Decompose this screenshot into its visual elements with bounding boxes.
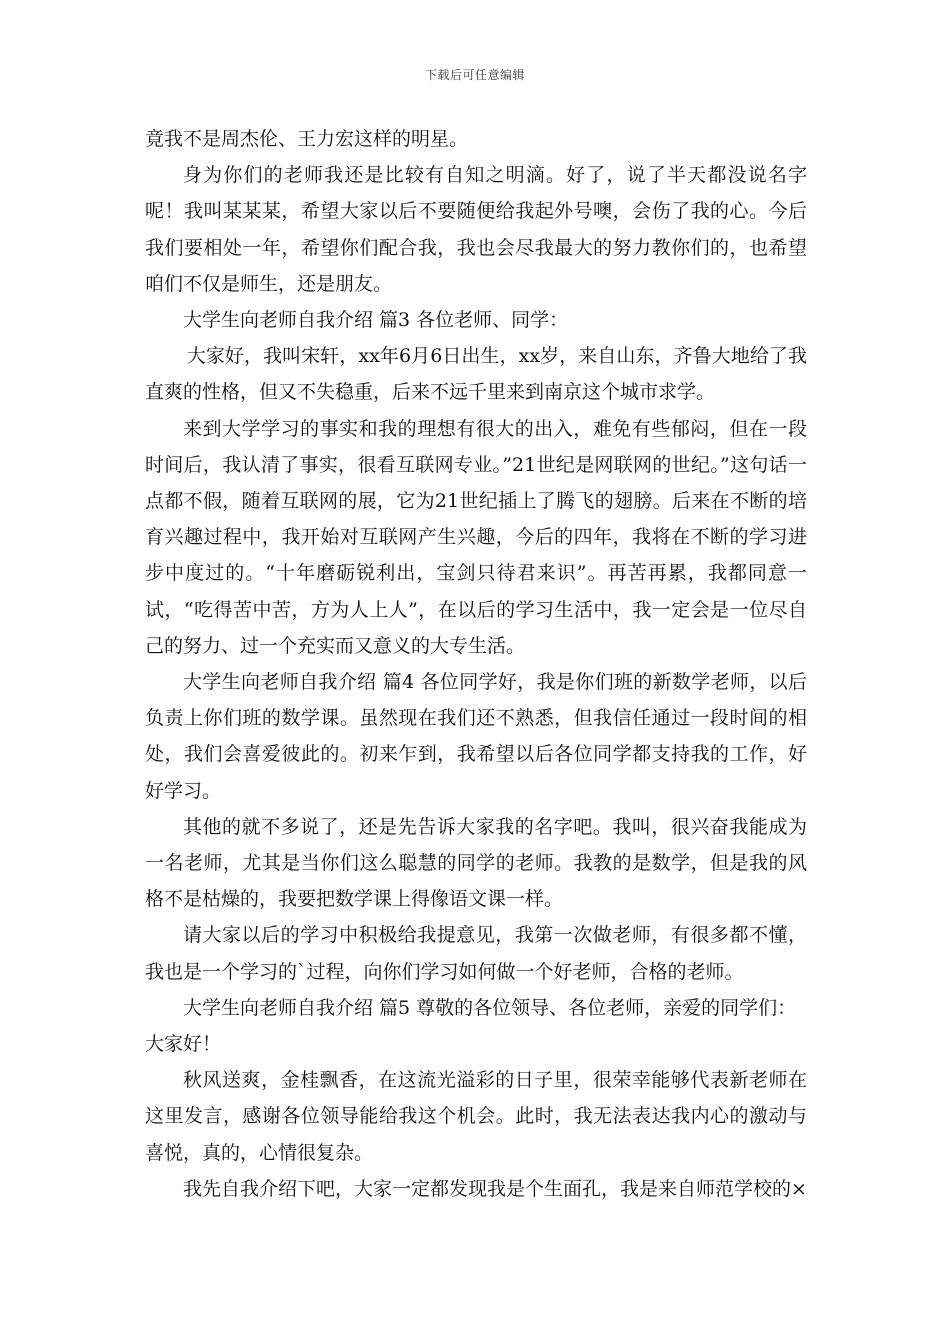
section-heading-5: 大学生向老师自我介绍 篇5 尊敬的各位领导、各位老师，亲爱的同学们： [183,996,797,1019]
paragraph: 身为你们的老师我还是比较有自知之明滴。好了，说了半天都没说名字呢！我叫某某某，希望大家以后不要随便给我起外号噢，会伤了我的心。今后我们要相处一年，希望你们配合我，我也会尽我最大的努力教你们的，也希望咱们不仅是师生，还是朋友。 [145,164,807,295]
paragraph: 秋风送爽，金桂飘香，在这流光溢彩的日子里，很荣幸能够代表新老师在这里发言，感谢各位领导能给我这个机会。此时，我无法表达我内心的激动与喜悦，真的，心情很复杂。 [145,1069,807,1164]
paragraph: 我先自我介绍下吧，大家一定都发现我是个生面孔，我是来自师范学校的× [183,1177,807,1200]
paragraph: 其他的就不多说了，还是先告诉大家我的名字吧。我叫，很兴奋我能成为一名老师，尤其是当你们这么聪慧的同学的老师。我教的是数学，但是我的风格不是枯燥的，我要把数学课上得像语文课一样。 [145,815,807,911]
paragraph: 来到大学学习的事实和我的理想有很大的出入，难免有些郁闷，但在一段时间后，我认清了事实，很看互联网专业。”21世纪是网联网的世纪。”这句话一点都不假，随着互联网的展，它为21世纪插上了腾飞的翅膀。后来在不断的培育兴趣过程中，我开始对互联网产生兴趣，今后的四年，我将在不断的学习进步中度过的。“十年磨砺锐利出，宝剑只待君来识”。再苦再累，我都同意一试，“吃得苦中苦，方为人上人”，在以后的学习生活中，我一定会是一位尽自己的努力、过一个充实而又意义的大专生活。 [145,417,807,657]
section-heading-4: 大学生向老师自我介绍 篇4 各位同学好，我是你们班的新数学老师，以后负责上你们班的数学课。虽然现在我们还不熟悉，但我信任通过一段时间的相处，我们会喜爱彼此的。初来乍到，我希望以后各位同学都支持我的工作，好好学习。 [145,671,807,802]
section-heading-3: 大学生向老师自我介绍 篇3 各位老师、同学： [183,309,569,332]
paragraph: 大家好，我叫宋轩，xx年6月6日出生，xx岁，来自山东，齐鲁大地给了我直爽的性格，但又不失稳重，后来不远千里来到南京这个城市求学。 [145,345,807,404]
document-body [145,121,807,1207]
greeting: 大家好！ [145,1033,222,1056]
paragraph: 请大家以后的学习中积极给我提意见，我第一次做老师，有很多都不懂，我也是一个学习的`过程，向你们学习如何做一个好老师，合格的老师。 [145,924,807,983]
page-header-note: 下载后可任意编辑 [424,68,525,82]
paragraph-continuation: 竟我不是周杰伦、王力宏这样的明星。 [145,128,469,150]
